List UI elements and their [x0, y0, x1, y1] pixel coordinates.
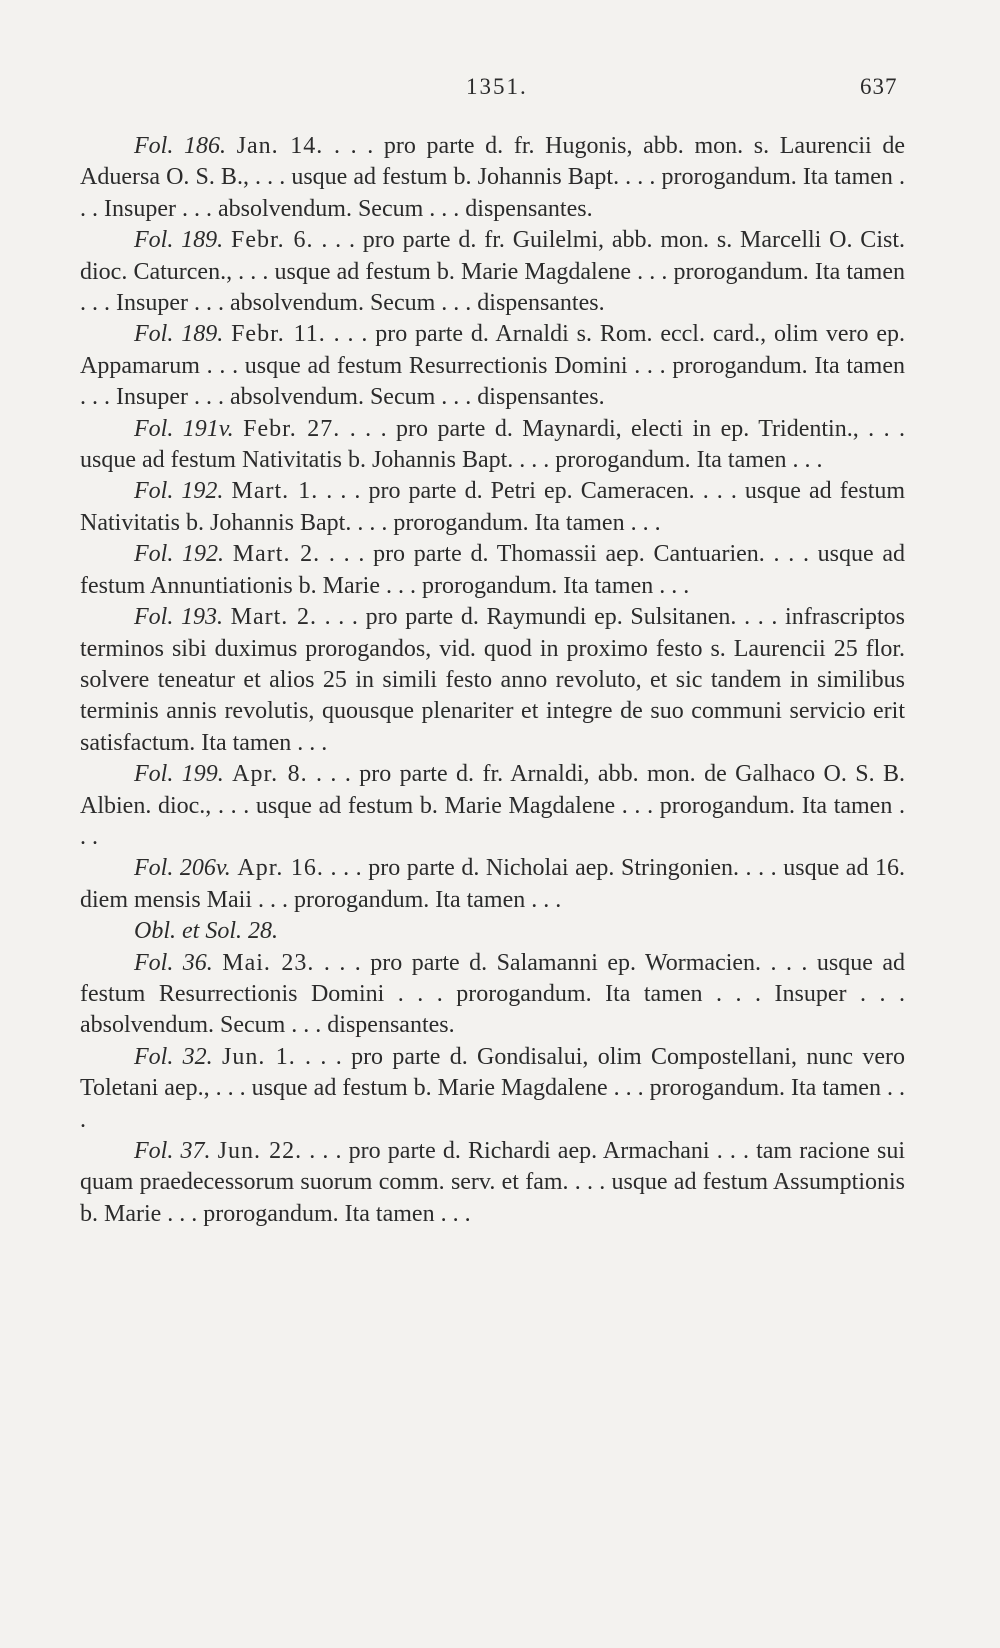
folio-ref: Fol. 193. [134, 604, 223, 631]
entry-text: . . . pro parte d. fr. Hugonis, abb. mon. s. Laurencii de Aduersa O. S. B., . . . usque ad festum b. Johannis Bapt. . . . prorogandum. Ita tamen . . . Insuper . . . absolvendum. Secum . . . dispensantes. [80, 133, 906, 222]
folio-ref: Fol. 192. [134, 541, 225, 568]
page-number: 637 [860, 74, 898, 99]
entry-date: Mai. 23. [222, 949, 315, 976]
folio-ref: Fol. 32. [134, 1043, 213, 1070]
entry-date: Jun. 1. [222, 1043, 296, 1070]
folio-ref: Fol. 36. [134, 949, 213, 976]
entry [80, 602, 905, 759]
folio-ref: Fol. 186. [134, 133, 226, 159]
entry [80, 759, 905, 853]
entry [80, 853, 905, 916]
entry-text: . . . pro parte d. Arnaldi s. Rom. eccl. card., olim vero ep. Appamarum . . . usque ad festum Resurrectionis Domini . . . prorogandum. Ita tamen . . . Insuper . . . absolvendum. Secum . . . dispensantes. [80, 321, 906, 411]
folio-ref: Fol. 189. [134, 227, 224, 254]
entry-text: . . . pro parte d. Nicholai aep. Stringonien. . . . usque ad 16. diem mensis Maii . . . prorogandum. Ita tamen . . . [80, 855, 906, 913]
entry-text: . . . pro parte d. Salamanni ep. Wormacien. . . . usque ad festum Resurrectionis Domini . . . prorogandum. Ita tamen . . . Insuper . . . absolvendum. Secum . . . dispensantes. [80, 949, 906, 1039]
entry-text: . . . pro parte d. Richardi aep. Armachani . . . tam racione sui quam praedecessorum suorum comm. serv. et fam. . . . usque ad festum Assumptionis b. Marie . . . prorogandum. Ita tamen . . . [80, 1138, 905, 1227]
entry-date: Febr. 27. [243, 415, 341, 442]
folio-ref: Fol. 189. [134, 321, 224, 348]
entry [80, 319, 905, 413]
entry [80, 539, 905, 602]
entry-text: . . . pro parte d. fr. Arnaldi, abb. mon. de Galhaco O. S. B. Albien. dioc., . . . usque ad festum b. Marie Magdalene . . . prorogandum. Ita tamen . . . [80, 761, 906, 850]
entry-date: Apr. 8. [232, 761, 308, 788]
entry-date: Jun. 22. [217, 1138, 303, 1164]
entry [80, 131, 905, 225]
entry [80, 948, 905, 1042]
entry [80, 225, 905, 319]
folio-ref: Fol. 37. [134, 1138, 211, 1164]
entry-date: Mart. 1. [231, 478, 319, 505]
entry-text: . . . pro parte d. Thomassii aep. Cantuarien. . . . usque ad festum Annuntiationis b. Marie . . . prorogandum. Ita tamen . . . [80, 541, 906, 599]
entry-text: . . . pro parte d. Raymundi ep. Sulsitanen. . . . infrascriptos terminos sibi duximus prorogandos, vid. quod in proximo festo s. Laurencii 25 flor. solvere teneatur et alios 25 in simili festo anno revoluto, et sic tandem in similibus terminis annis revolutis, quousque plenariter et integre de suo communi servicio erit satisfactum. Ita tamen . . . [80, 604, 906, 756]
entry-date: Febr. 11. [231, 321, 326, 348]
section-heading [80, 916, 905, 947]
entry-text: . . . pro parte d. Maynardi, electi in ep. Tridentin., . . . usque ad festum Nativitatis b. Johannis Bapt. . . . prorogandum. Ita tamen . . . [80, 415, 906, 474]
entry [80, 1042, 905, 1136]
entry-date: Apr. 16. [237, 855, 324, 882]
source-ref: Obl. et Sol. 28. [134, 918, 278, 945]
entries-list [80, 131, 905, 1230]
entry-text: . . . pro parte d. Gondisalui, olim Compostellani, nunc vero Toletani aep., . . . usque ad festum b. Marie Magdalene . . . prorogandum. Ita tamen . . . [80, 1043, 906, 1133]
entry-text: . . . pro parte d. Petri ep. Cameracen. . . . usque ad festum Nativitatis b. Johannis Bapt. . . . prorogandum. Ita tamen . . . [80, 478, 906, 536]
entry [80, 476, 905, 539]
entry [80, 1136, 905, 1230]
entry-date: Febr. 6. [230, 227, 314, 254]
folio-ref: Fol. 191v. [134, 415, 234, 442]
entry-date: Jan. 14. [236, 133, 324, 159]
entry [80, 414, 905, 477]
folio-ref: Fol. 206v. [134, 855, 231, 882]
folio-ref: Fol. 192. [134, 478, 224, 505]
running-header [0, 74, 1000, 108]
entry-text: . . . pro parte d. fr. Guilelmi, abb. mon. s. Marcelli O. Cist. dioc. Caturcen., . . . usque ad festum b. Marie Magdalene . . . prorogandum. Ita tamen . . . Insuper . . . absolvendum. Secum . . . dispensantes. [80, 227, 905, 317]
entry-date: Mart. 2. [230, 604, 317, 631]
folio-ref: Fol. 199. [134, 761, 224, 788]
entry-date: Mart. 2. [232, 541, 321, 568]
header-year: 1351. [466, 74, 528, 99]
